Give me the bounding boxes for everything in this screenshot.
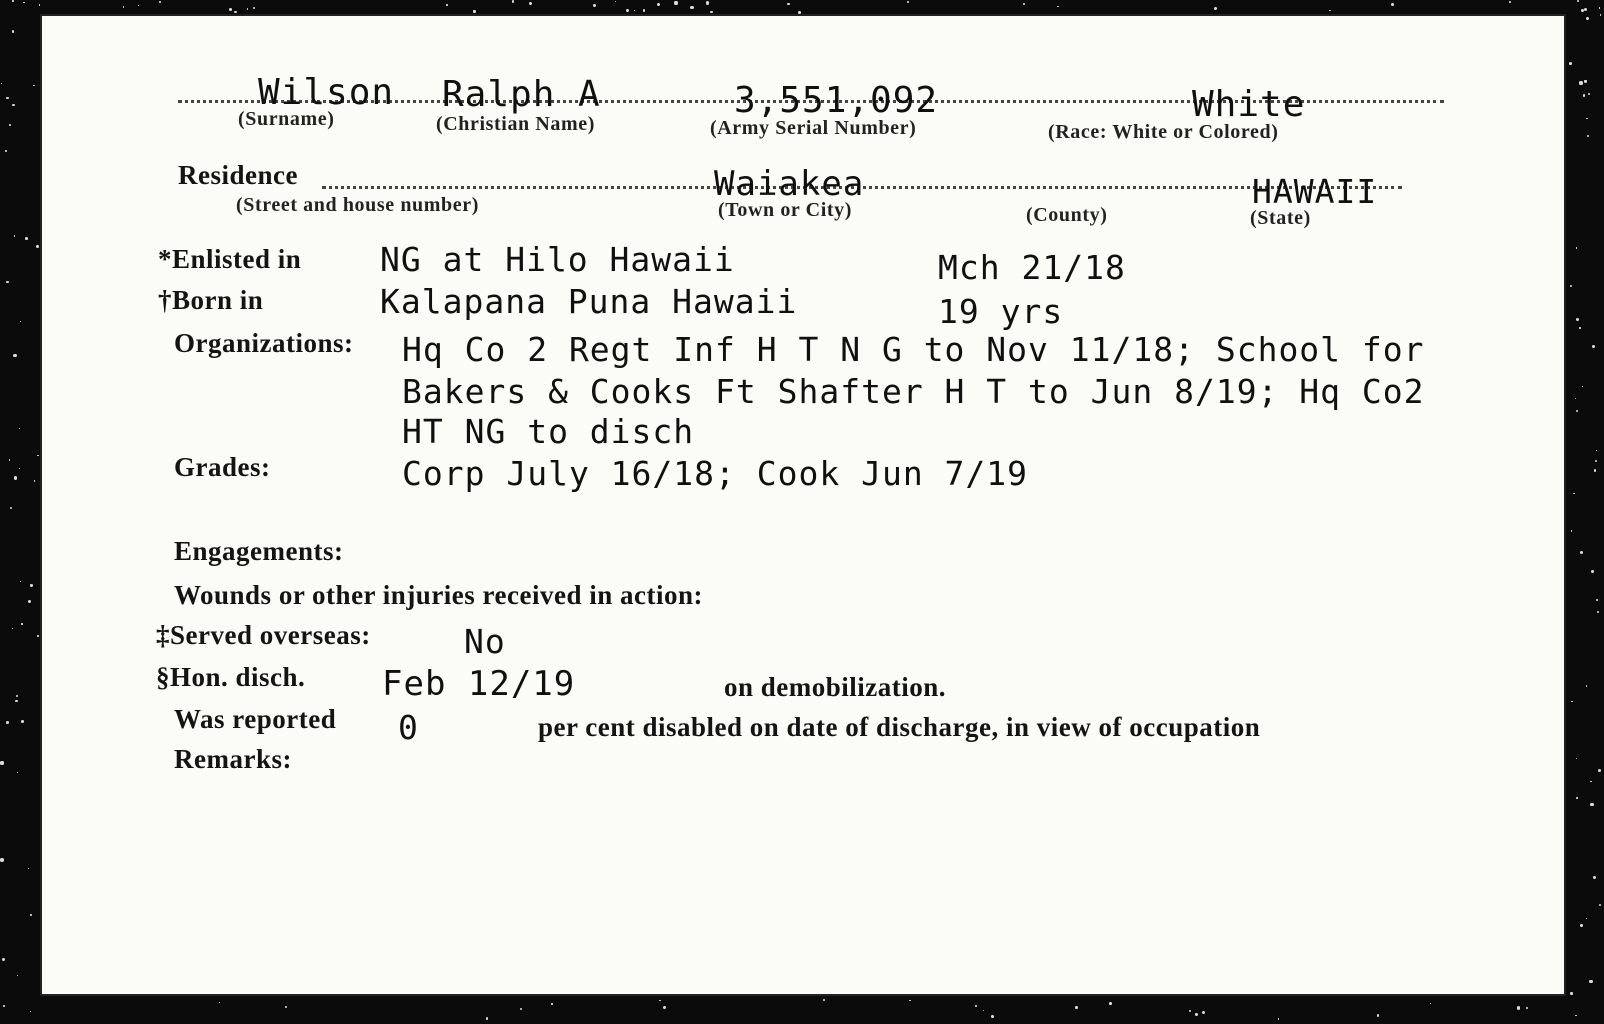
scan-speck — [1596, 450, 1597, 451]
scan-speck — [19, 468, 20, 469]
scan-speck — [1109, 1002, 1112, 1005]
organizations-line-2: Bakers & Cooks Ft Shafter H T to Jun 8/19; Hq Co2 — [402, 372, 1425, 411]
scan-speck — [6, 97, 8, 99]
overseas-value: No — [464, 622, 506, 661]
disability-suffix: per cent disabled on date of discharge, in view of occupation — [538, 712, 1261, 742]
scan-speck — [12, 30, 15, 33]
scan-speck — [25, 237, 28, 240]
scan-speck — [21, 720, 24, 723]
scan-speck — [1584, 8, 1587, 11]
scan-speck — [10, 507, 12, 509]
scan-speck — [663, 1006, 666, 1009]
scan-speck — [39, 4, 41, 6]
scan-speck — [1583, 94, 1585, 96]
christian-name-value: Ralph A — [442, 74, 601, 115]
scan-speck — [3, 1005, 5, 1007]
scan-speck — [1592, 345, 1595, 348]
scan-speck — [674, 1, 677, 4]
scan-speck — [1593, 876, 1596, 879]
scan-speck — [1597, 611, 1599, 613]
christian-name-caption: (Christian Name) — [436, 113, 596, 135]
discharge-label: §Hon. disch. — [156, 662, 306, 692]
scan-speck — [14, 235, 16, 237]
scan-speck — [12, 628, 13, 629]
scan-speck — [37, 455, 39, 457]
scan-speck — [23, 2, 25, 4]
scan-speck — [1214, 7, 1217, 10]
scan-speck — [123, 6, 125, 8]
scan-speck — [30, 1011, 31, 1012]
scan-speck — [1526, 1007, 1528, 1009]
organizations-line-3: HT NG to disch — [402, 412, 695, 451]
scan-speck — [1596, 599, 1598, 601]
scan-speck — [28, 600, 31, 603]
scan-speck — [1595, 460, 1597, 462]
scan-speck — [1586, 685, 1588, 687]
scan-speck — [5, 150, 7, 152]
scan-speck — [34, 480, 36, 482]
scan-speck — [529, 2, 532, 5]
scan-speck — [593, 4, 596, 7]
scan-speck — [33, 85, 34, 86]
scan-speck — [6, 721, 9, 724]
scan-speck — [1576, 797, 1578, 799]
scan-speck — [1509, 1, 1511, 3]
scan-speck — [37, 635, 39, 637]
overseas-label: ‡Served overseas: — [156, 620, 371, 650]
scan-speck — [138, 5, 139, 6]
scan-speck — [1576, 247, 1577, 248]
scan-speck — [285, 1006, 287, 1008]
scan-speck — [1576, 758, 1577, 759]
born-label: †Born in — [158, 285, 264, 315]
scan-speck — [12, 0, 13, 1]
scan-speck — [253, 7, 255, 9]
scan-speck — [690, 6, 693, 9]
scan-speck — [19, 428, 21, 430]
scan-speck — [907, 1, 909, 3]
serial-number-caption: (Army Serial Number) — [710, 117, 917, 139]
scan-speck — [512, 0, 514, 2]
scan-speck — [1587, 135, 1590, 138]
born-age: 19 yrs — [938, 292, 1064, 331]
scan-speck — [1591, 570, 1594, 573]
scan-speck — [6, 281, 8, 283]
scan-speck — [20, 581, 22, 583]
scan-speck — [1586, 918, 1587, 919]
town-caption: (Town or City) — [718, 199, 852, 221]
enlisted-label: *Enlisted in — [158, 244, 302, 274]
scan-speck — [1586, 118, 1588, 120]
scan-speck — [1599, 7, 1601, 9]
discharge-suffix: on demobilization. — [724, 672, 947, 702]
scan-speck — [446, 4, 448, 6]
scan-speck — [1517, 1006, 1520, 1009]
scan-speck — [659, 1000, 661, 1002]
scan-speck — [1377, 1014, 1380, 1017]
scan-speck — [12, 104, 14, 106]
scan-speck — [219, 1002, 220, 1003]
scan-speck — [983, 1010, 984, 1011]
scan-speck — [1573, 493, 1575, 495]
scan-speck — [15, 700, 18, 703]
scan-speck — [16, 695, 19, 698]
scan-speck — [1582, 386, 1583, 387]
scan-speck — [1599, 904, 1601, 906]
scan-speck — [634, 10, 635, 11]
scan-speck — [787, 3, 790, 6]
scan-speck — [9, 459, 10, 460]
scan-speck — [1580, 924, 1583, 927]
scan-speck — [1202, 1011, 1205, 1014]
scan-speck — [798, 11, 801, 14]
scan-speck — [20, 321, 21, 322]
scan-speck — [657, 3, 660, 6]
engagements-label: Engagements: — [174, 536, 344, 566]
scan-speck — [991, 1015, 994, 1018]
scan-speck — [1590, 803, 1593, 806]
scan-speck — [21, 623, 22, 624]
scan-speck — [626, 9, 629, 12]
scan-speck — [2, 958, 5, 961]
scan-speck — [14, 476, 17, 479]
scan-speck — [1, 83, 2, 84]
scan-speck — [13, 354, 16, 357]
surname-caption: (Surname) — [238, 108, 335, 130]
state-caption: (State) — [1250, 207, 1311, 229]
organizations-line-1: Hq Co 2 Regt Inf H T N G to Nov 11/18; School for — [402, 330, 1425, 369]
scan-speck — [1580, 551, 1583, 554]
scan-speck — [1577, 0, 1579, 2]
grades-value: Corp July 16/18; Cook Jun 7/19 — [402, 454, 1029, 493]
scan-speck — [0, 761, 3, 764]
scan-speck — [1057, 6, 1058, 7]
county-caption: (County) — [1026, 204, 1108, 226]
scan-speck — [1594, 469, 1596, 471]
scan-speck — [1075, 1006, 1078, 1009]
scan-speck — [1588, 93, 1590, 95]
scan-speck — [1575, 398, 1576, 399]
serial-number-value: 3,551,092 — [734, 80, 939, 121]
scan-speck — [1570, 992, 1572, 994]
scan-speck — [1575, 1015, 1577, 1017]
scan-speck — [1189, 1010, 1191, 1012]
scan-speck — [159, 1, 161, 3]
scan-speck — [1600, 14, 1601, 15]
scan-speck — [1590, 781, 1591, 782]
scan-speck — [229, 8, 232, 11]
scan-speck — [1576, 318, 1579, 321]
scan-speck — [486, 1017, 489, 1020]
scan-speck — [975, 1005, 977, 1007]
scan-speck — [1579, 327, 1580, 328]
scan-speck — [615, 1, 616, 2]
residence-town-value: Waiakea — [714, 164, 865, 204]
scan-speck — [1586, 17, 1589, 20]
scan-speck — [710, 11, 713, 14]
service-record-card — [40, 14, 1566, 996]
discharge-date: Feb 12/19 — [382, 664, 576, 704]
scan-speck — [1576, 410, 1578, 412]
grades-label: Grades: — [174, 452, 271, 482]
scan-speck — [28, 868, 29, 869]
scan-speck — [1570, 285, 1572, 287]
scan-speck — [643, 9, 646, 12]
scan-speck — [473, 10, 476, 13]
scan-speck — [1571, 701, 1572, 702]
scan-speck — [1571, 530, 1573, 532]
surname-value: Wilson — [258, 72, 395, 113]
scan-speck — [247, 8, 248, 9]
wounds-label: Wounds or other injuries received in action: — [174, 580, 704, 610]
scan-speck — [9, 124, 11, 126]
scan-speck — [30, 584, 32, 586]
enlisted-date: Mch 21/18 — [938, 248, 1126, 287]
street-caption: (Street and house number) — [236, 194, 479, 216]
scan-speck — [1598, 769, 1601, 772]
race-value: White — [1192, 84, 1306, 125]
disability-label: Was reported — [174, 704, 337, 734]
scan-speck — [909, 1000, 910, 1001]
scan-speck — [1391, 3, 1394, 6]
scan-speck — [36, 245, 39, 248]
scan-speck — [1589, 980, 1592, 983]
scan-speck — [551, 1003, 553, 1005]
organizations-label: Organizations: — [174, 328, 354, 358]
scan-speck — [30, 914, 32, 916]
scan-speck — [1278, 1018, 1280, 1020]
scan-speck — [1195, 1013, 1197, 1015]
scan-speck — [1329, 10, 1330, 11]
residence-state-value: HAWAII — [1252, 172, 1378, 211]
scan-speck — [17, 975, 18, 976]
enlisted-value: NG at Hilo Hawaii — [380, 240, 735, 279]
race-caption: (Race: White or Colored) — [1048, 121, 1279, 143]
scan-speck — [1023, 3, 1025, 5]
scan-speck — [520, 1008, 522, 1010]
scan-speck — [234, 11, 236, 13]
scan-speck — [1569, 62, 1572, 65]
scan-speck — [17, 772, 18, 773]
scan-speck — [1579, 81, 1582, 84]
scan-speck — [1430, 1003, 1431, 1004]
scan-speck — [823, 999, 825, 1001]
disability-percent: 0 — [398, 708, 419, 747]
born-value: Kalapana Puna Hawaii — [380, 282, 798, 321]
scan-speck — [0, 858, 3, 861]
remarks-label: Remarks: — [174, 744, 292, 774]
residence-label: Residence — [178, 160, 298, 190]
scan-speck — [706, 1, 709, 4]
